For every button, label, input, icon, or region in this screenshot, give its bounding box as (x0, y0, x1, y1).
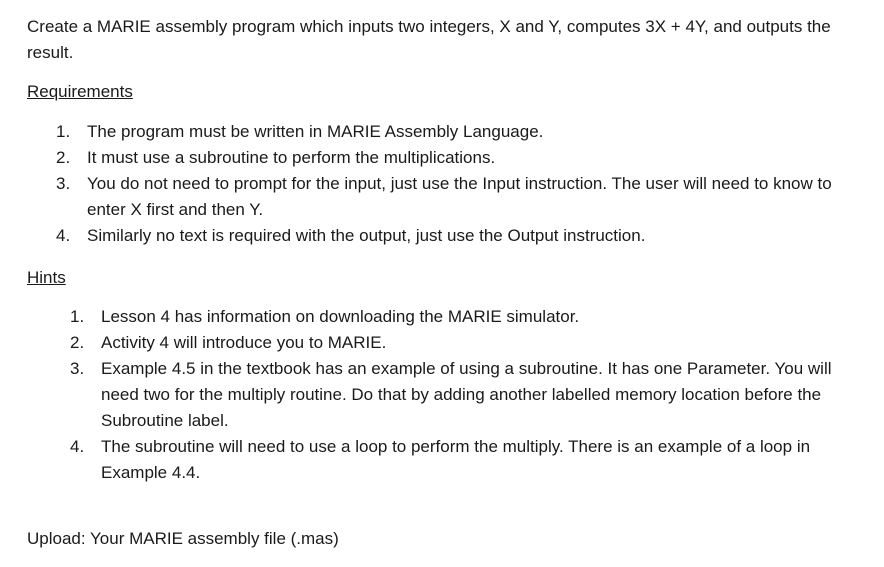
requirement-item (56, 145, 856, 171)
list-number: 3. (56, 174, 71, 193)
hint-item (70, 356, 870, 434)
hint-text: The subroutine will need to use a loop to perform the multiply. There is an example of a loop in Example 4.4. (101, 437, 811, 482)
list-number: 3. (70, 359, 85, 378)
upload-instruction: Upload: Your MARIE assembly file (.mas) (27, 529, 339, 548)
hint-text: Activity 4 will introduce you to MARIE. (101, 333, 387, 352)
requirements-heading: Requirements (27, 82, 133, 101)
requirement-item (56, 171, 856, 223)
hint-text: Lesson 4 has information on downloading the MARIE simulator. (101, 307, 580, 326)
list-number: 2. (70, 333, 85, 352)
hint-item (70, 434, 870, 486)
requirement-item (56, 119, 856, 145)
hint-item (70, 330, 870, 356)
list-number: 1. (56, 122, 71, 141)
list-number: 4. (56, 226, 71, 245)
hint-text: Example 4.5 in the textbook has an example of using a subroutine. It has one Parameter. You will need two for the multiply routine. Do that by adding another labelled memory location before the Subroutine label. (101, 359, 832, 430)
hints-heading: Hints (27, 268, 66, 287)
list-number: 4. (70, 437, 85, 456)
list-number: 2. (56, 148, 71, 167)
assignment-intro: Create a MARIE assembly program which inputs two integers, X and Y, computes 3X + 4Y, and outputs the result. (27, 17, 831, 62)
hint-item (70, 304, 870, 330)
hints-list (70, 304, 870, 486)
requirement-item (56, 223, 856, 249)
list-number: 1. (70, 307, 85, 326)
requirement-text: It must use a subroutine to perform the multiplications. (87, 148, 496, 167)
requirements-list (56, 119, 856, 249)
requirement-text: The program must be written in MARIE Assembly Language. (87, 122, 544, 141)
requirement-text: Similarly no text is required with the output, just use the Output instruction. (87, 226, 646, 245)
requirement-text: You do not need to prompt for the input, just use the Input instruction. The user will need to know to enter X first and then Y. (87, 174, 832, 219)
